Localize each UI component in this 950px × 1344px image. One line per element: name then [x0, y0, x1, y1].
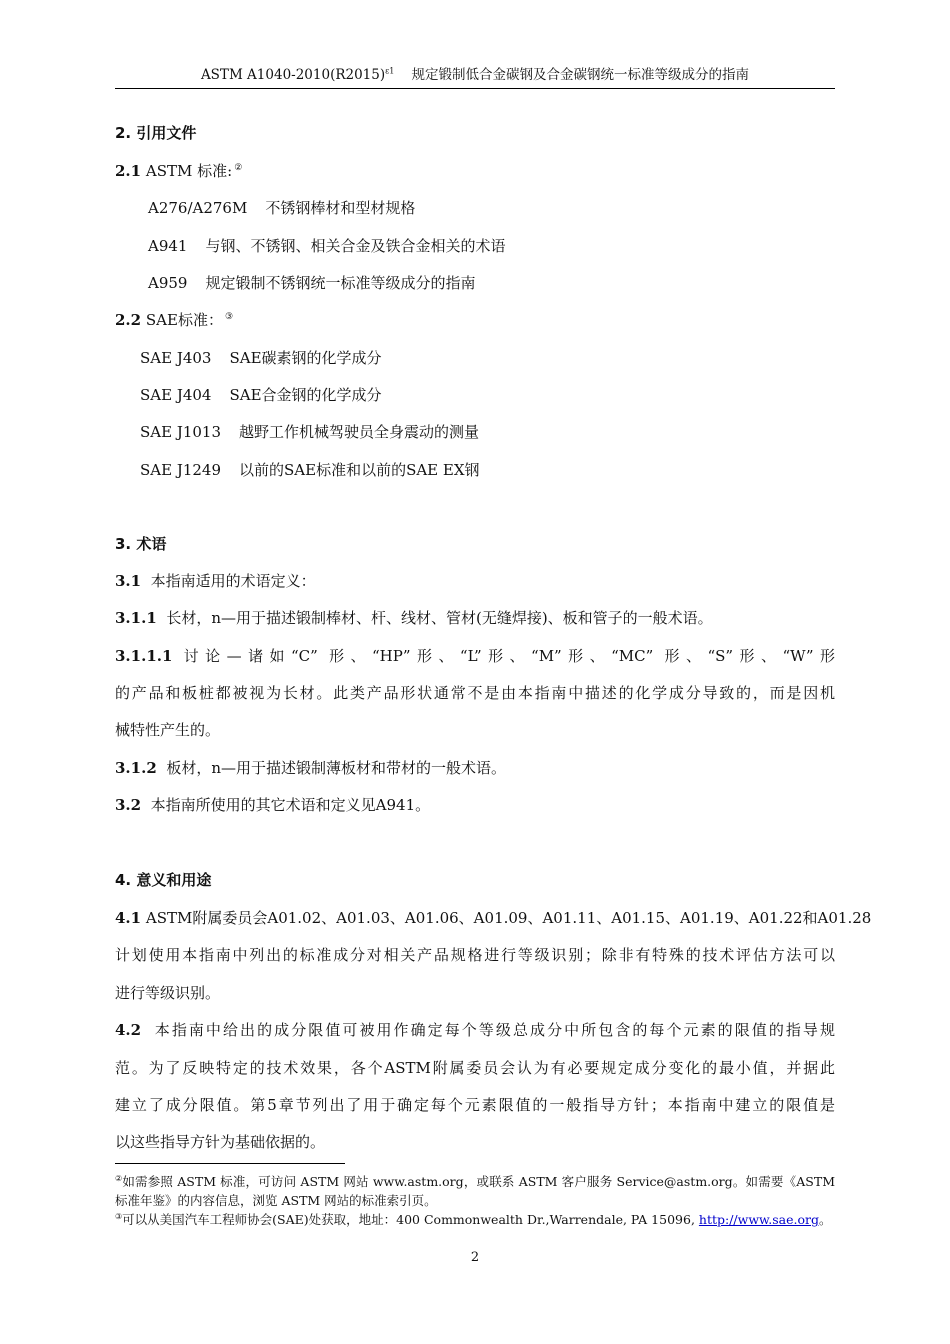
standard-title: 规定锻制低合金碳钢及合金碳钢统一标准等级成分的指南: [411, 67, 750, 83]
clause-4-1-line-3: 进行等级识别。: [115, 984, 221, 1002]
clause-2-1: 2.1 ASTM 标准: ②: [115, 162, 243, 180]
clause-3-1-1-1-line-1: 3.1.1.1 讨论—诸如“C” 形、“HP”形、“L”形、“M”形、“MC” 形、“S”形、“W”形: [115, 647, 835, 665]
footnote-ref-3[interactable]: ③: [224, 312, 234, 322]
footnote-divider: [115, 1163, 345, 1164]
ref-astm-a276: A276/A276M 不锈钢棒材和型材规格: [148, 199, 416, 217]
running-header: [115, 66, 835, 84]
ref-sae-j1013: SAE J1013 越野工作机械驾驶员全身震动的测量: [140, 423, 480, 441]
standard-code: ASTM A1040-2010(R2015): [200, 67, 386, 83]
ref-sae-j1249: SAE J1249 以前的SAE标准和以前的SAE EX钢: [140, 461, 480, 479]
ref-astm-a941: A941 与钢、不锈钢、相关合金及铁合金相关的术语: [148, 237, 506, 255]
ref-sae-j404: SAE J404 SAE合金钢的化学成分: [140, 386, 382, 404]
section-2-heading: 2. 引用文件: [115, 124, 197, 142]
footnote-2-line-1: ②如需参照 ASTM 标准，可访问 ASTM 网站 www.astm.org，或联系 ASTM 客户服务 Service@astm.org。如需要《ASTM: [115, 1173, 835, 1189]
clause-2-2: 2.2 SAE标准： ③: [115, 311, 234, 329]
section-3-heading: 3. 术语: [115, 535, 167, 553]
clause-3-2: 3.2 本指南所使用的其它术语和定义见A941。: [115, 796, 431, 814]
clause-4-2-line-4: 以这些指导方针为基础依据的。: [115, 1133, 326, 1151]
clause-4-1-line-1: 4.1 ASTM附属委员会A01.02、A01.03、A01.06、A01.09、A01.11、A01.15、A01.19、A01.22和A01.28: [115, 909, 872, 927]
clause-3-1-1: 3.1.1 长材，n—用于描述锻制棒材、杆、线材、管材(无缝焊接)、板和管子的一般术语。: [115, 609, 713, 627]
clause-3-1-1-1-line-3: 械特性产生的。: [115, 721, 221, 739]
footnote-2-line-2: 标准年鉴》的内容信息，浏览 ASTM 网站的标准索引页。: [115, 1193, 437, 1208]
header-divider: [115, 88, 835, 89]
clause-3-1-2: 3.1.2 板材，n—用于描述锻制薄板材和带材的一般术语。: [115, 759, 506, 777]
sae-website-link[interactable]: http://www.sae.org: [698, 1212, 819, 1227]
clause-3-1-1-1-line-2: 的产品和板桩都被视为长材。此类产品形状通常不是由本指南中描述的化学成分导致的，而是因机: [115, 684, 835, 702]
clause-4-1-line-2: 计划使用本指南中列出的标准成分对相关产品规格进行等级识别；除非有特殊的技术评估方法可以: [115, 946, 835, 964]
ref-sae-j403: SAE J403 SAE碳素钢的化学成分: [140, 349, 382, 367]
footnote-ref-2[interactable]: ②: [234, 163, 243, 173]
edition-mark: ε1: [385, 66, 395, 76]
clause-4-2-line-1: 4.2 本指南中给出的成分限值可被用作确定每个等级总成分中所包含的每个元素的限值的指导规: [115, 1021, 835, 1039]
page-number: 2: [470, 1250, 480, 1265]
clause-4-2-line-2: 范。为了反映特定的技术效果，各个ASTM附属委员会认为有必要规定成分变化的最小值，并据此: [115, 1059, 835, 1077]
clause-4-2-line-3: 建立了成分限值。第5章节列出了用于确定每个元素限值的一般指导方针；本指南中建立的限值是: [115, 1096, 835, 1114]
footnote-3: ③可以从美国汽车工程师协会(SAE)处获取，地址：400 Commonwealth Dr.,Warrendale, PA 15096, http://www.sae.org。: [115, 1211, 832, 1227]
ref-astm-a959: A959 规定锻制不锈钢统一标准等级成分的指南: [148, 274, 476, 292]
clause-3-1: 3.1 本指南适用的术语定义：: [115, 572, 316, 590]
section-4-heading: 4. 意义和用途: [115, 871, 212, 889]
